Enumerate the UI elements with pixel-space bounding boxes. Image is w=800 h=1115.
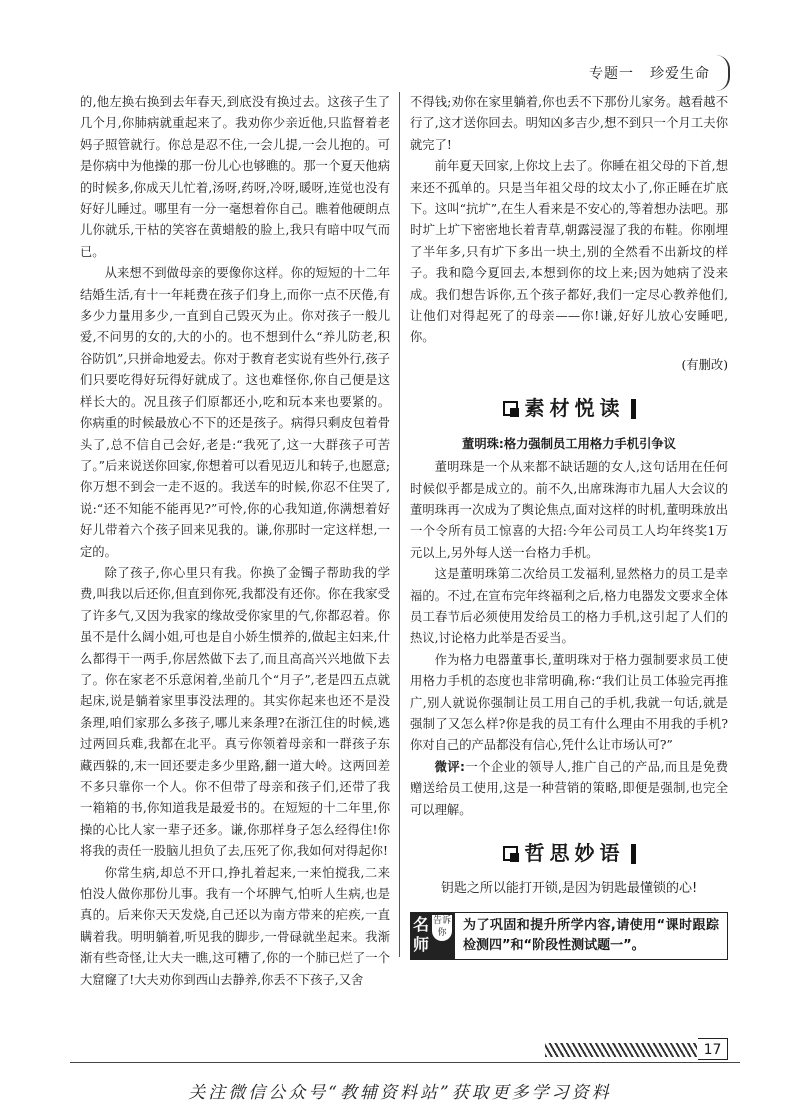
footer-watermark-note: 关注微信公众号“教辅资料站”获取更多学习资料 — [188, 1083, 612, 1103]
tip-badge-sub: 告诉你 — [432, 915, 452, 941]
page-number: 17 — [698, 1038, 728, 1060]
section-square-icon — [503, 401, 519, 417]
left-paragraph-3: 除了孩子,你心里只有我。你换了金镯子帮助我的学费,叫我以后还你,但直到你死,我都没有还你。你在我家受了许多气,又因为我家的缘故受你家里的气,你都忍着。你虽不是什么阔小姐,可也是自小娇生惯养的,做起主妇来,什么都得干一两手,你居然做下去了,而且高高兴兴地做下去了。你在家老不乐意闲着,坐前几个“月子”,老是四五点就起床,说是躺着家里事没法理的。其实你起来也还不是没条理,咱们家那么多孩子,哪儿来条理?在浙江住的时候,逃过两回兵难,我都在北平。真亏你领着母亲和一群孩子东藏西躲的,末一回还要走多少里路,翻一道大岭。这两回差不多只靠你一个人。你不但带了母亲和孩子们,还带了我一箱箱的书,你知道我是最爱书的。在短短的十二年里,你操的心比人家一辈子还多。谦,你那样身子怎么经得住!你将我的责任一股脑儿担负了去,压死了你,我如何对得起你! — [80, 565, 390, 859]
section-square-icon — [503, 846, 519, 862]
right-column — [410, 92, 728, 960]
left-paragraph-2: 从来想不到做母亲的要像你这样。你的短短的十二年结婚生活,有十一年耗费在孩子们身上,而你一点不厌倦,有多少力量用多少,一直到自己毁灭为止。你对孩子一般儿爱,不问男的女的,大的小的。也不想到什么“养儿防老,积谷防饥”,只拼命地爱去。你对于教育老实说有些外行,孩子们只要吃得好玩得好就成了。这也难怪你,你自己便是这样长大的。况且孩子们原都还小,吃和玩本来也要紧的。你病重的时候最放心不下的还是孩子。病得只剩皮包着骨头了,总不信自己会好,老是:“我死了,这一大群孩子可苦了。”后来说送你回家,你想着可以看见迈儿和转子,也愿意;你万想不到会一走不返的。我送车的时候,你忍不住哭了,说:“还不知能不能再见?”可怜,你的心我知道,你满想着好好儿带着六个孩子回来见我的。谦,你那时一定这样想,一定的。 — [80, 266, 390, 559]
article-paragraph-3: 作为格力电器董事长,董明珠对于格力强制要求员工使用格力手机的态度也非常明确,称:“我们让员工体验完再推广,别人就说你强制让员工用自己的手机,我就一句话,就是强制了又怎么样?你是我的员工有什么理由不用我的手机?你对自己的产品都没有信心,凭什么让市场认可?” — [410, 652, 728, 753]
header-text — [589, 63, 710, 83]
left-column — [80, 92, 390, 991]
header-title: 珍爱生命 — [650, 66, 710, 82]
page-header — [589, 58, 730, 88]
teacher-tip — [410, 912, 728, 960]
right-paragraph-2: 前年夏天回家,上你坟上去了。你睡在祖父母的下首,想来还不孤单的。只是当年祖父母的坟太小了,你正睡在圹底下。这叫“抗圹”,在生人看来是不安心的,等着想办法吧。那时圹上圹下密密地长着青草,朝露浸湿了我的布鞋。你刚埋了半年多,只有圹下多出一块土,别的全然看不出新坟的样子。我和隐今夏回去,本想到你的坟上来;因为她病了没来成。我们想告诉你,五个孩子都好,我们一定尽心教养他们,让他们对得起死了的母亲——你!谦,好好儿放心安睡吧,你。 — [410, 159, 728, 345]
header-topic: 专题一 — [589, 66, 634, 82]
teacher-tip-text: 为了巩固和提升所学内容,请使用“课时跟踪检测四”和“阶段性测试题一”。 — [454, 912, 728, 960]
section-heading-reading — [410, 398, 728, 419]
article-paragraph-1: 董明珠是一个从来都不缺话题的女人,这句话用在任何时候似乎都是成立的。前不久,出席珠海市九届人大会议的董明珠再一次成为了舆论焦点,面对这样的时机,董明珠放出一个令所有员工惊喜的大招:今年公司员工人均年终奖1万元以上,另外每人送一台格力手机。 — [410, 460, 728, 560]
section-bar-icon — [631, 399, 636, 419]
left-paragraph-4: 你常生病,却总不开口,挣扎着起来,一来怕搅我,二来怕没人做你那份儿事。我有一个坏脾气,怕听人生病,也是真的。后来你天天发烧,自己还以为南方带来的疟疾,一直瞒着我。明明躺着,听见我的脚步,一骨碌就坐起来。我渐渐有些奇怪,让大夫一瞧,这可糟了,你的一个肺已烂了一个大窟窿了!大夫劝你到西山去静养,你丢不下孩子,又舍 — [80, 865, 390, 987]
section-title-philosophy: 哲思妙语 — [524, 841, 625, 865]
edit-note: (有删改) — [681, 357, 728, 372]
article-title: 董明珠:格力强制员工用格力手机引争议 — [462, 436, 676, 451]
footer-stripes-decoration — [545, 1043, 697, 1057]
column-divider — [399, 92, 400, 957]
comment-paragraph — [410, 757, 728, 821]
teacher-tip-badge — [410, 912, 454, 960]
comment-label: 微评: — [434, 759, 465, 774]
section-bar-icon — [631, 844, 636, 864]
section-heading-philosophy — [410, 843, 728, 864]
tip-badge-main: 名师 — [413, 914, 430, 954]
philosophy-quote: 钥匙之所以能打开锁,是因为钥匙最懂锁的心! — [440, 881, 698, 897]
header-curve-decoration — [716, 55, 730, 91]
left-paragraph-1: 的,他左换右换到去年春天,到底没有换过去。这孩子生了几个月,你肺病就重起来了。我劝你少亲近他,只监督着老妈子照管就行。你总是忍不住,一会儿提,一会儿抱的。可是你病中为他操的那一份儿心也够瞧的。那一个夏天他病的时候多,你成天儿忙着,汤呀,药呀,冷呀,暖呀,连觉也没有好好儿睡过。哪里有一分一毫想着你自己。瞧着他硬朗点儿你就乐,干枯的笑容在黄蜡般的脸上,我只有暗中叹气而已。 — [80, 95, 390, 259]
right-paragraph-continued: 不得钱;劝你在家里躺着,你也丢不下那份儿家务。越看越不行了,这才送你回去。明知凶多吉少,想不到只一个月工夫你就完了! — [410, 95, 728, 152]
footer-rule — [70, 1062, 740, 1063]
article-paragraph-2: 这是董明珠第二次给员工发福利,显然格力的员工是幸福的。不过,在宣布完年终福利之后,格力电器发文要求全体员工春节后必须使用发给员工的格力手机,这引起了人们的热议,讨论格力此举是否妥当。 — [410, 567, 728, 646]
section-title-reading: 素材悦读 — [524, 396, 625, 421]
comment-text: 一个企业的领导人,推广自己的产品,而且是免费赠送给员工使用,这是一种营销的策略,即便是强制,也完全可以理解。 — [410, 759, 728, 817]
